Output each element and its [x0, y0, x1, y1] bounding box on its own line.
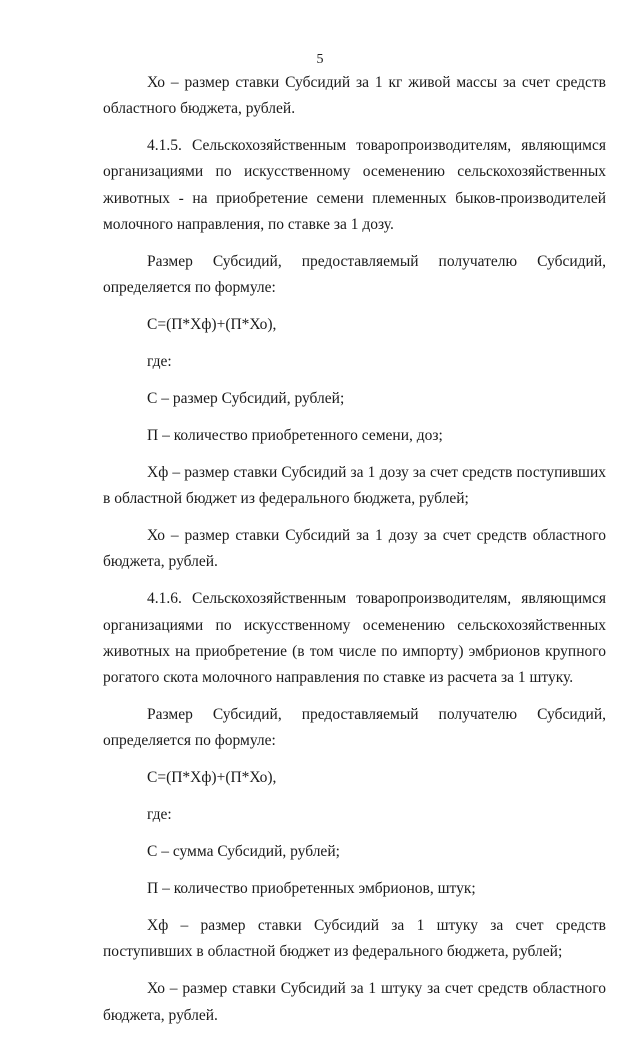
- where-label-2: где:: [147, 806, 172, 824]
- definition-c-1: С – размер Субсидий, рублей;: [147, 390, 345, 408]
- definition-xo-2: Хо – размер ставки Субсидий за 1 штуку за счет средств областного бюджета, рублей.: [103, 980, 606, 1024]
- paragraph-4-1-5: 4.1.5. Сельскохозяйственным товаропроизводителям, являющимся организациями по искусственному осеменению сельскохозяйственных животных - на приобретение семени племенных быков-производителей молочного направления, по ставке за 1 дозу.: [103, 137, 606, 233]
- paragraph-size-intro-2: Размер Субсидий, предоставляемый получателю Субсидий, определяется по формуле:: [103, 706, 606, 750]
- where-label-1: где:: [147, 353, 172, 371]
- definition-p-1: П – количество приобретенного семени, доз;: [147, 427, 443, 445]
- page-number: 5: [316, 52, 324, 67]
- formula-2: С=(П*Хф)+(П*Хо),: [147, 769, 277, 787]
- definition-xo-1: Хо – размер ставки Субсидий за 1 дозу за счет средств областного бюджета, рублей.: [103, 527, 606, 571]
- definition-p-2: П – количество приобретенных эмбрионов, штук;: [147, 880, 476, 898]
- definition-xf-1: Хф – размер ставки Субсидий за 1 дозу за счет средств поступивших в областной бюджет из федерального бюджета, рублей;: [103, 464, 606, 508]
- definition-c-2: С – сумма Субсидий, рублей;: [147, 843, 340, 861]
- paragraph-size-intro-1: Размер Субсидий, предоставляемый получателю Субсидий, определяется по формуле:: [103, 252, 606, 297]
- paragraph-xo-kg: Хо – размер ставки Субсидий за 1 кг живой массы за счет средств областного бюджета, рублей.: [103, 74, 606, 118]
- document-body: [103, 70, 606, 1040]
- formula-1: С=(П*Хф)+(П*Хо),: [147, 316, 277, 334]
- definition-xf-2: Хф – размер ставки Субсидий за 1 штуку за счет средств поступивших в областной бюджет из федерального бюджета, рублей;: [103, 917, 606, 961]
- paragraph-4-1-6: 4.1.6. Сельскохозяйственным товаропроизводителям, являющимся организациями по искусственному осеменению сельскохозяйственных животных на приобретение (в том числе по импорту) эмбрионов крупного рогатого скота молочного направления по ставке из расчета за 1 штуку.: [103, 590, 606, 687]
